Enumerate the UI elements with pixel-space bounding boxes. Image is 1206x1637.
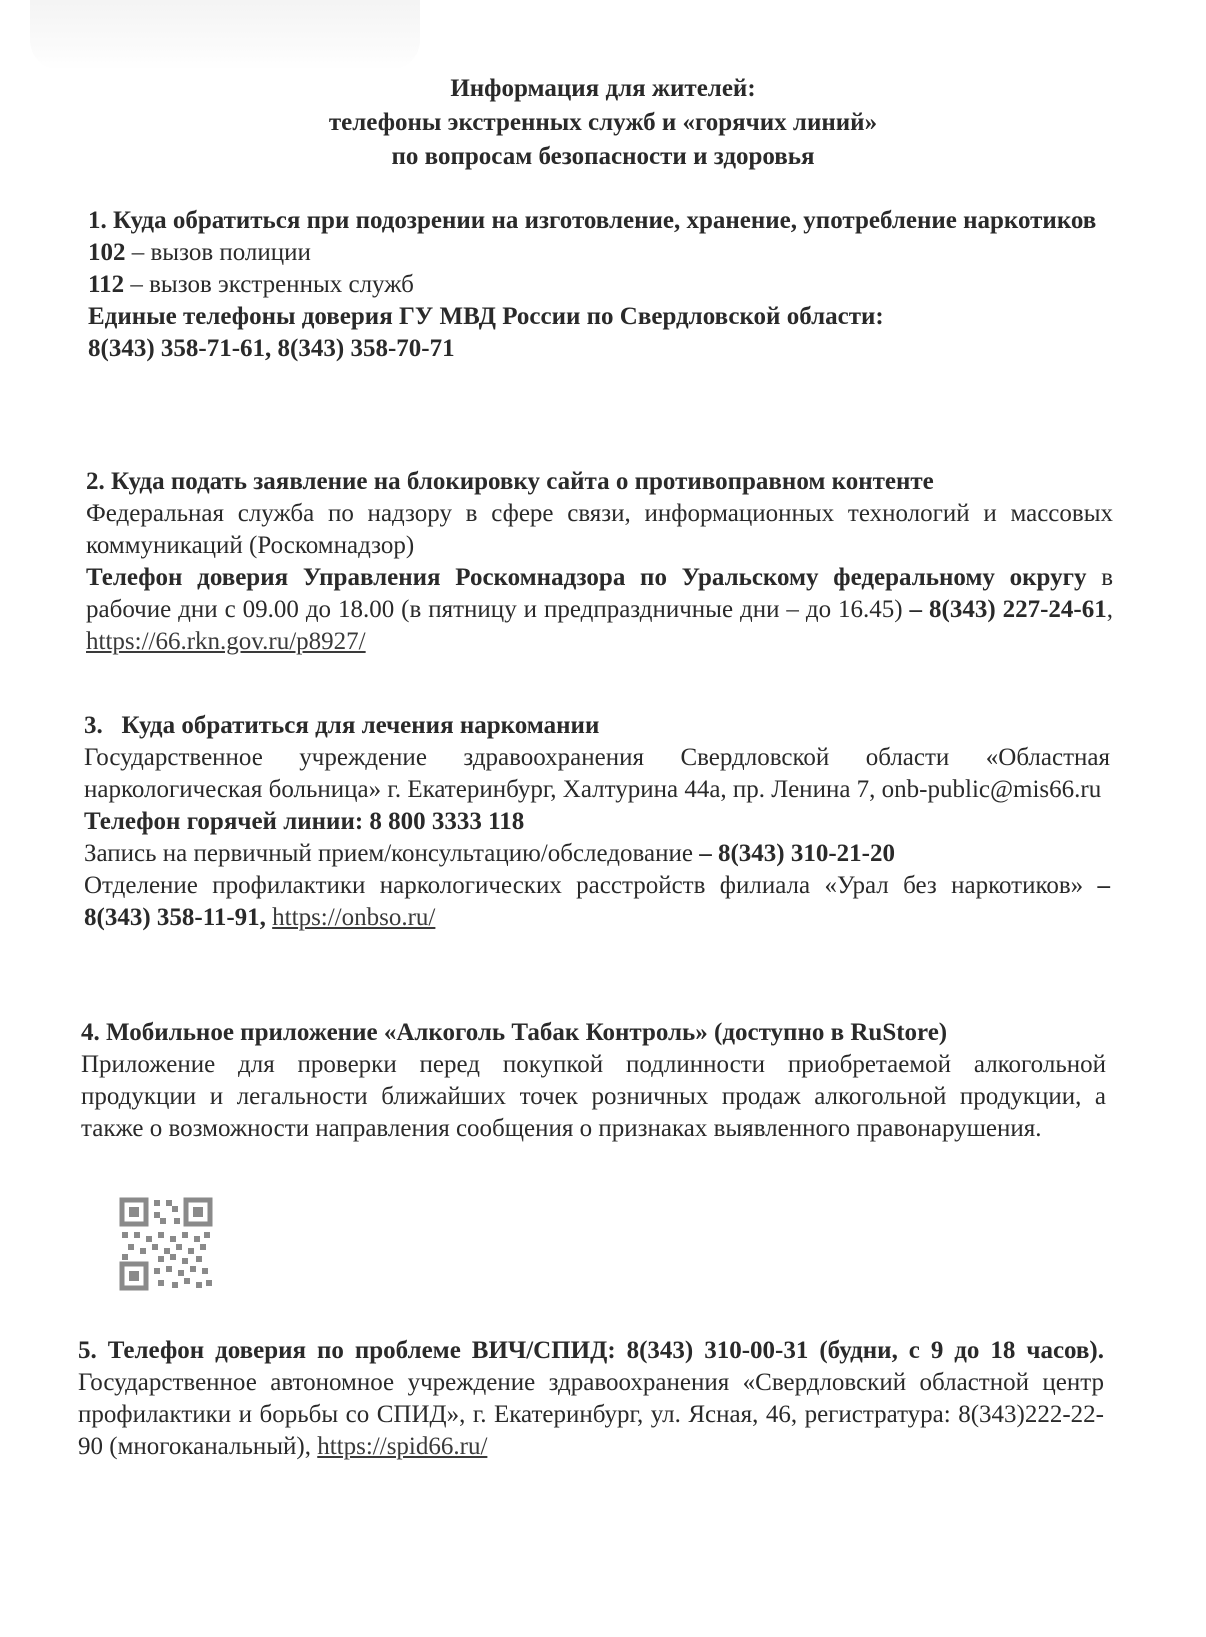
section-4-body: Приложение для проверки перед покупкой подлинности приобретаемой алкогольной продукции и легальности ближайших точек розничных продаж алкогольной продукции, а также о возможности направления сообщения о признаках выявленного правонарушения. bbox=[81, 1051, 1106, 1142]
appointment-text: Запись на первичный прием/консультацию/обследование bbox=[84, 840, 700, 867]
prevention-dept-phone: – 8(343) 358-11-91, bbox=[84, 872, 1110, 931]
prevention-dept-text: Отделение профилактики наркологических расстройств филиала «Урал без наркотиков» bbox=[84, 872, 1098, 899]
scan-artifact bbox=[30, 0, 420, 70]
section-5-paragraph bbox=[78, 1335, 1104, 1463]
section-4-title: 4. Мобильное приложение «Алкоголь Табак Контроль» (доступно в RuStore) bbox=[81, 1019, 948, 1046]
section-hiv-aids bbox=[78, 1335, 1104, 1463]
section-drugs-report bbox=[88, 205, 1114, 365]
mvd-hotline-phones: 8(343) 358-71-61, 8(343) 358-70-71 bbox=[88, 335, 455, 362]
section-site-blocking bbox=[86, 466, 1113, 658]
header-line-1: Информация для жителей: bbox=[450, 75, 756, 102]
header-line-3: по вопросам безопасности и здоровья bbox=[391, 143, 815, 170]
rkn-hotline-title: Телефон доверия Управления Роскомнадзора по Уральскому федеральному округу bbox=[86, 564, 1087, 591]
rkn-comma: , bbox=[1106, 596, 1113, 623]
section-5-title: 5. Телефон доверия по проблеме ВИЧ/СПИД: 8(343) 310-00-31 (будни, с 9 до 18 часов). bbox=[78, 1337, 1104, 1364]
section-2-title: 2. Куда подать заявление на блокировку сайта о противоправном контенте bbox=[86, 468, 934, 495]
section-5-body: Государственное автономное учреждение здравоохранения «Свердловский областной центр профилактики и борьбы со СПИД», г. Екатеринбург, ул. Ясная, 46, регистратура: 8(343)222-22-90 (многоканальный), bbox=[78, 1369, 1104, 1460]
mvd-hotline-title: Единые телефоны доверия ГУ МВД России по Свердловской области: bbox=[88, 303, 884, 330]
rkn-hotline-paragraph bbox=[86, 562, 1113, 658]
police-number: 102 bbox=[88, 239, 126, 266]
rkn-phone: – 8(343) 227-24-61 bbox=[909, 596, 1107, 623]
onbso-link[interactable]: https://onbso.ru/ bbox=[272, 904, 436, 931]
police-line bbox=[88, 237, 1114, 269]
emergency-text: – вызов экстренных служб bbox=[124, 271, 414, 298]
spid-link[interactable]: https://spid66.ru/ bbox=[317, 1433, 488, 1460]
emergency-line bbox=[88, 269, 1114, 301]
section-addiction-treatment bbox=[84, 710, 1110, 934]
section-1-title: 1. Куда обратиться при подозрении на изготовление, хранение, употребление наркотиков bbox=[88, 207, 1097, 234]
header-line-2: телефоны экстренных служб и «горячих линий» bbox=[328, 109, 878, 136]
section-mobile-app bbox=[81, 1017, 1106, 1145]
section-3-body: Государственное учреждение здравоохранения Свердловской области «Областная наркологическая больница» г. Екатеринбург, Халтурина 44а, пр. Ленина 7, onb-public@mis66.ru bbox=[84, 744, 1110, 803]
section-2-body: Федеральная служба по надзору в сфере связи, информационных технологий и массовых коммуникаций (Роскомнадзор) bbox=[86, 500, 1113, 559]
document-header bbox=[0, 72, 1206, 174]
rkn-link[interactable]: https://66.rkn.gov.ru/p8927/ bbox=[86, 628, 366, 655]
treatment-hotline: Телефон горячей линии: 8 800 3333 118 bbox=[84, 808, 525, 835]
rkn-hours: в рабочие дни с 09.00 до 18.00 (в пятницу и предпраздничные дни – до 16.45) bbox=[86, 564, 1113, 623]
police-text: – вызов полиции bbox=[125, 239, 311, 266]
prevention-dept bbox=[84, 870, 1110, 934]
appointment-line bbox=[84, 838, 1110, 870]
emergency-number: 112 bbox=[88, 271, 125, 298]
appointment-phone: – 8(343) 310-21-20 bbox=[699, 840, 895, 867]
section-3-title: 3. Куда обратиться для лечения наркомании bbox=[84, 712, 600, 739]
qr-code-icon[interactable] bbox=[118, 1196, 214, 1292]
